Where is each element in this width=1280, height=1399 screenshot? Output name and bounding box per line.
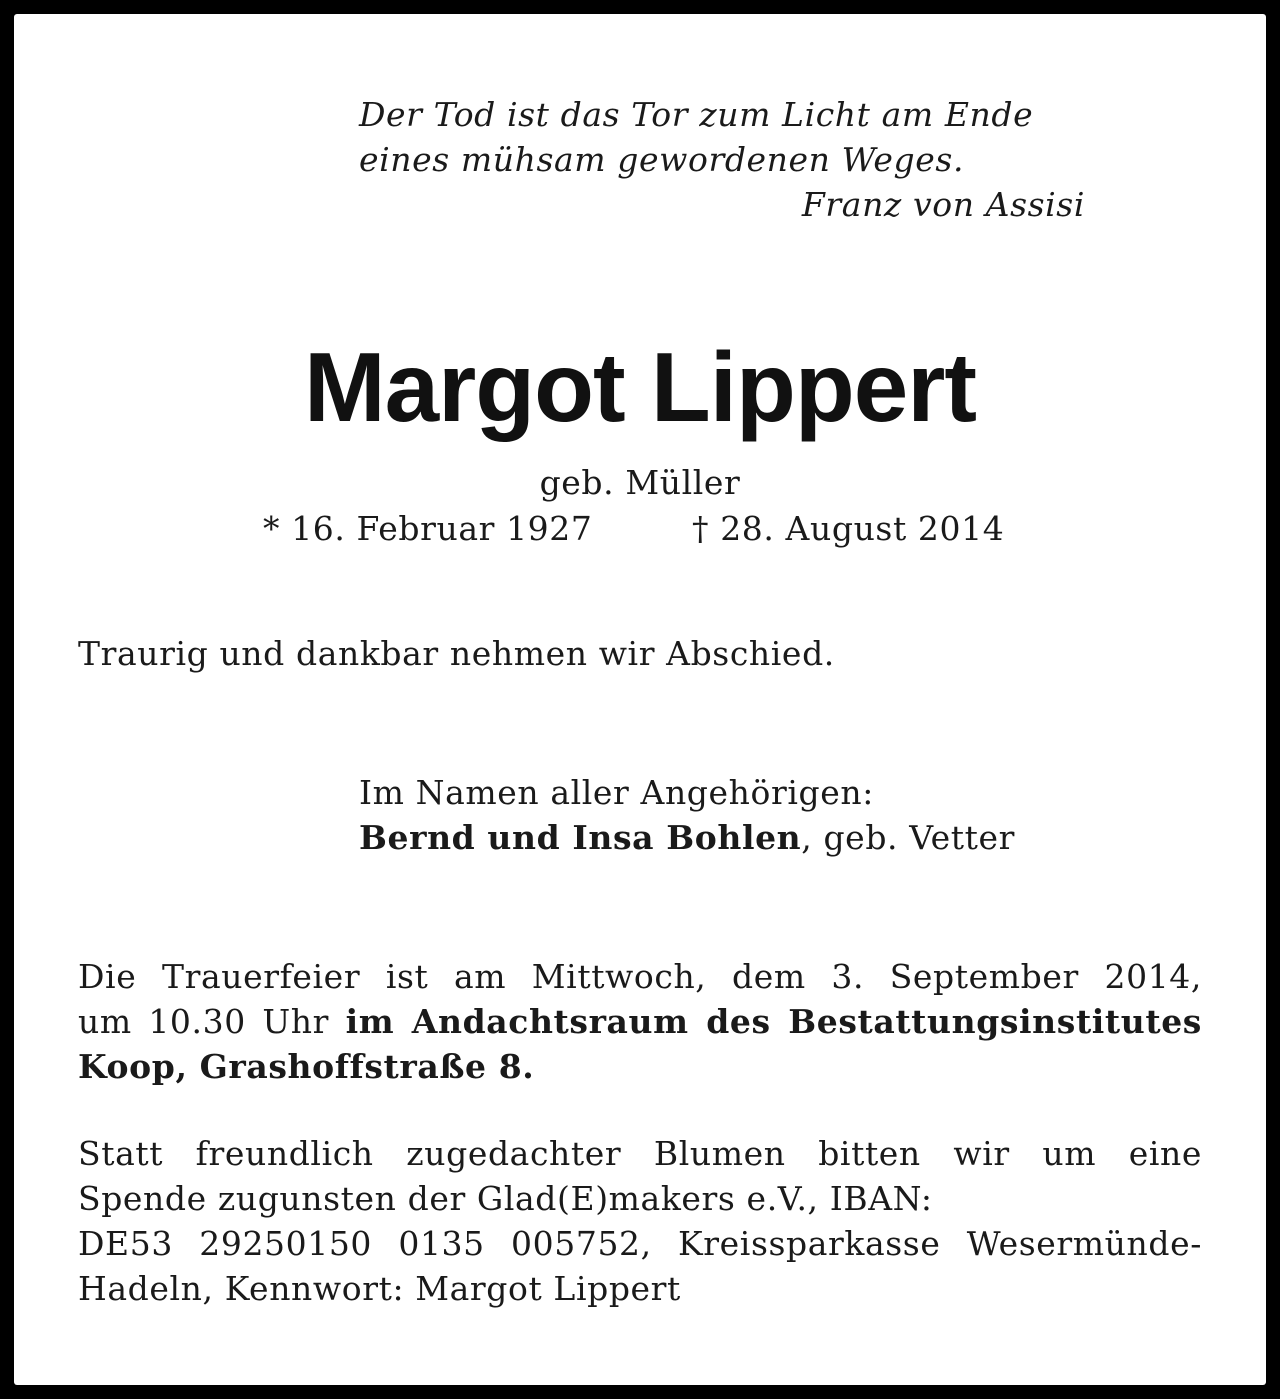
donation-line: Statt freundlich zugedachter Blumen bitten wir um eine — [78, 1134, 1202, 1173]
family-intro: Im Namen aller Angehörigen: — [359, 773, 874, 812]
family-names: Bernd und Insa Bohlen — [359, 818, 802, 857]
quote-line: eines mühsam gewordenen Weges. — [359, 140, 965, 179]
quote-block — [359, 92, 1085, 227]
funeral-address: Koop, Grashoffstraße 8. — [78, 1047, 535, 1086]
funeral-paragraph — [78, 954, 1202, 1089]
donation-paragraph — [78, 1131, 1202, 1311]
donation-line: DE53 29250150 0135 005752, Kreissparkasse Wesermünde- — [78, 1224, 1202, 1263]
quote-line: Der Tod ist das Tor zum Licht am Ende — [359, 95, 1034, 134]
deceased-name: Margot Lippert — [304, 332, 976, 442]
maiden-name: geb. Müller — [539, 463, 741, 502]
obituary-notice — [14, 14, 1266, 1385]
funeral-line — [78, 1044, 1202, 1089]
birth-date: * 16. Februar 1927 — [263, 509, 593, 548]
family-block — [359, 770, 1015, 860]
family-line — [359, 815, 1015, 860]
funeral-line: Die Trauerfeier ist am Mittwoch, dem 3. September 2014, — [78, 957, 1202, 996]
death-date: † 28. August 2014 — [692, 509, 1005, 548]
funeral-time: um 10.30 Uhr — [78, 1002, 346, 1041]
donation-line: Hadeln, Kennwort: Margot Lippert — [78, 1269, 681, 1308]
quote-author: Franz von Assisi — [801, 185, 1085, 224]
farewell-text: Traurig und dankbar nehmen wir Abschied. — [78, 634, 835, 673]
donation-line: Spende zugunsten der Glad(E)makers e.V., IBAN: — [78, 1179, 933, 1218]
funeral-line — [78, 999, 1202, 1044]
family-names-suffix: , geb. Vetter — [801, 818, 1015, 857]
funeral-location: im Andachtsraum des Bestattungsinstitutes — [345, 1002, 1202, 1041]
